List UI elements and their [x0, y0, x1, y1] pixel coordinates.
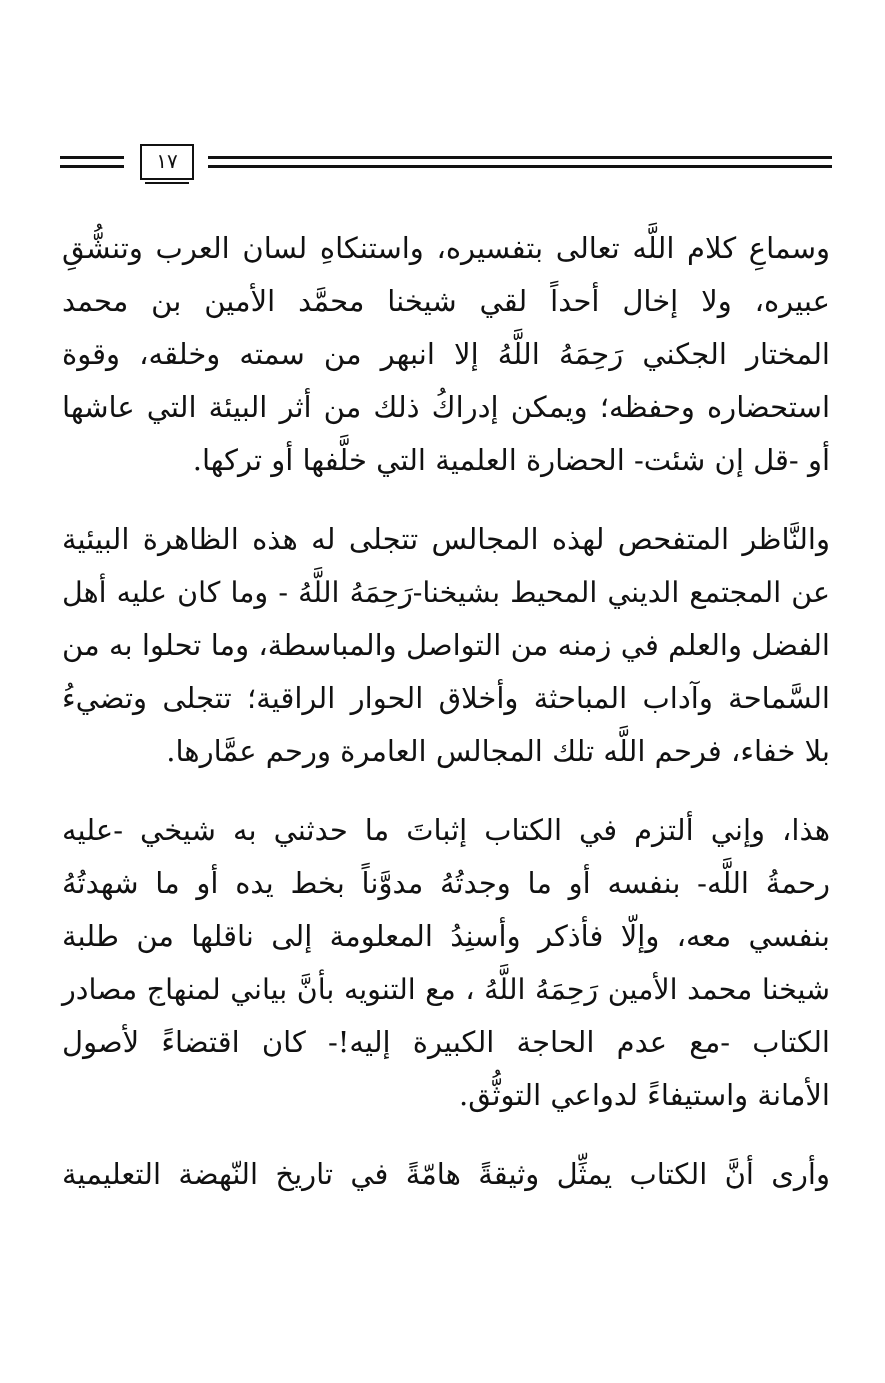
text-line: استحضاره وحفظه؛ ويمكن إدراكُ ذلك من أثر البيئة التي عاشها — [62, 390, 830, 424]
paragraph-4 — [62, 1148, 830, 1201]
text-line: الأمانة واستيفاءً لدواعي التوثُّق. — [459, 1078, 830, 1112]
text-line: وأرى أنَّ الكتاب يمثِّل وثيقةً هامّةً في تاريخ النّهضة التعليمية — [62, 1157, 830, 1191]
paragraph-1 — [62, 222, 830, 487]
header-rule-short — [60, 156, 124, 168]
page-header — [60, 142, 832, 182]
text-line: عبيره، ولا إخال أحداً لقي شيخنا محمَّد الأمين بن محمد — [62, 284, 830, 318]
text-line: المختار الجكني رَحِمَهُ اللَّهُ إلا انبهر من سمته وخلقه، وقوة — [62, 337, 830, 371]
paragraph-2 — [62, 513, 830, 778]
text-line: بلا خفاء، فرحم اللَّه تلك المجالس العامرة ورحم عمَّارها. — [166, 734, 830, 768]
text-line: عن المجتمع الديني المحيط بشيخنا-رَحِمَهُ اللَّهُ - وما كان عليه أهل — [62, 576, 830, 609]
text-line: أو -قل إن شئت- الحضارة العلمية التي خلَّفها أو تركها. — [192, 443, 830, 477]
header-rule-long — [208, 156, 832, 168]
text-line: بنفسي معه، وإلّا فأذكر وأسنِدُ المعلومة إلى ناقلها من طلبة — [62, 919, 830, 953]
text-line: الفضل والعلم في زمنه من التواصل والمباسطة، وما تحلوا به من — [62, 628, 830, 662]
text-line: السَّماحة وآداب المباحثة وأخلاق الحوار الراقية؛ تتجلى وتضيءُ — [62, 681, 830, 715]
text-line: الكتاب -مع عدم الحاجة الكبيرة إليه!- كان اقتضاءً لأصول — [62, 1025, 830, 1059]
page-number: ١٧ — [140, 144, 194, 180]
text-line: والنَّاظر المتفحص لهذه المجالس تتجلى له هذه الظاهرة البيئية — [62, 522, 830, 556]
text-line: رحمةُ اللَّه- بنفسه أو ما وجدتُهُ مدوَّناً بخط يده أو ما شهدتُهُ — [62, 866, 830, 900]
text-line: وسماعِ كلام اللَّه تعالى بتفسيره، واستنكاهِ لسان العرب وتنشُّقِ — [62, 231, 830, 265]
paragraph-3 — [62, 804, 830, 1122]
text-line: هذا، وإني ألتزم في الكتاب إثباتَ ما حدثني به شيخي -عليه — [62, 813, 830, 847]
text-line: شيخنا محمد الأمين رَحِمَهُ اللَّهُ ، مع التنويه بأنَّ بياني لمنهاج مصادر — [62, 973, 830, 1006]
body-text — [62, 222, 830, 1227]
